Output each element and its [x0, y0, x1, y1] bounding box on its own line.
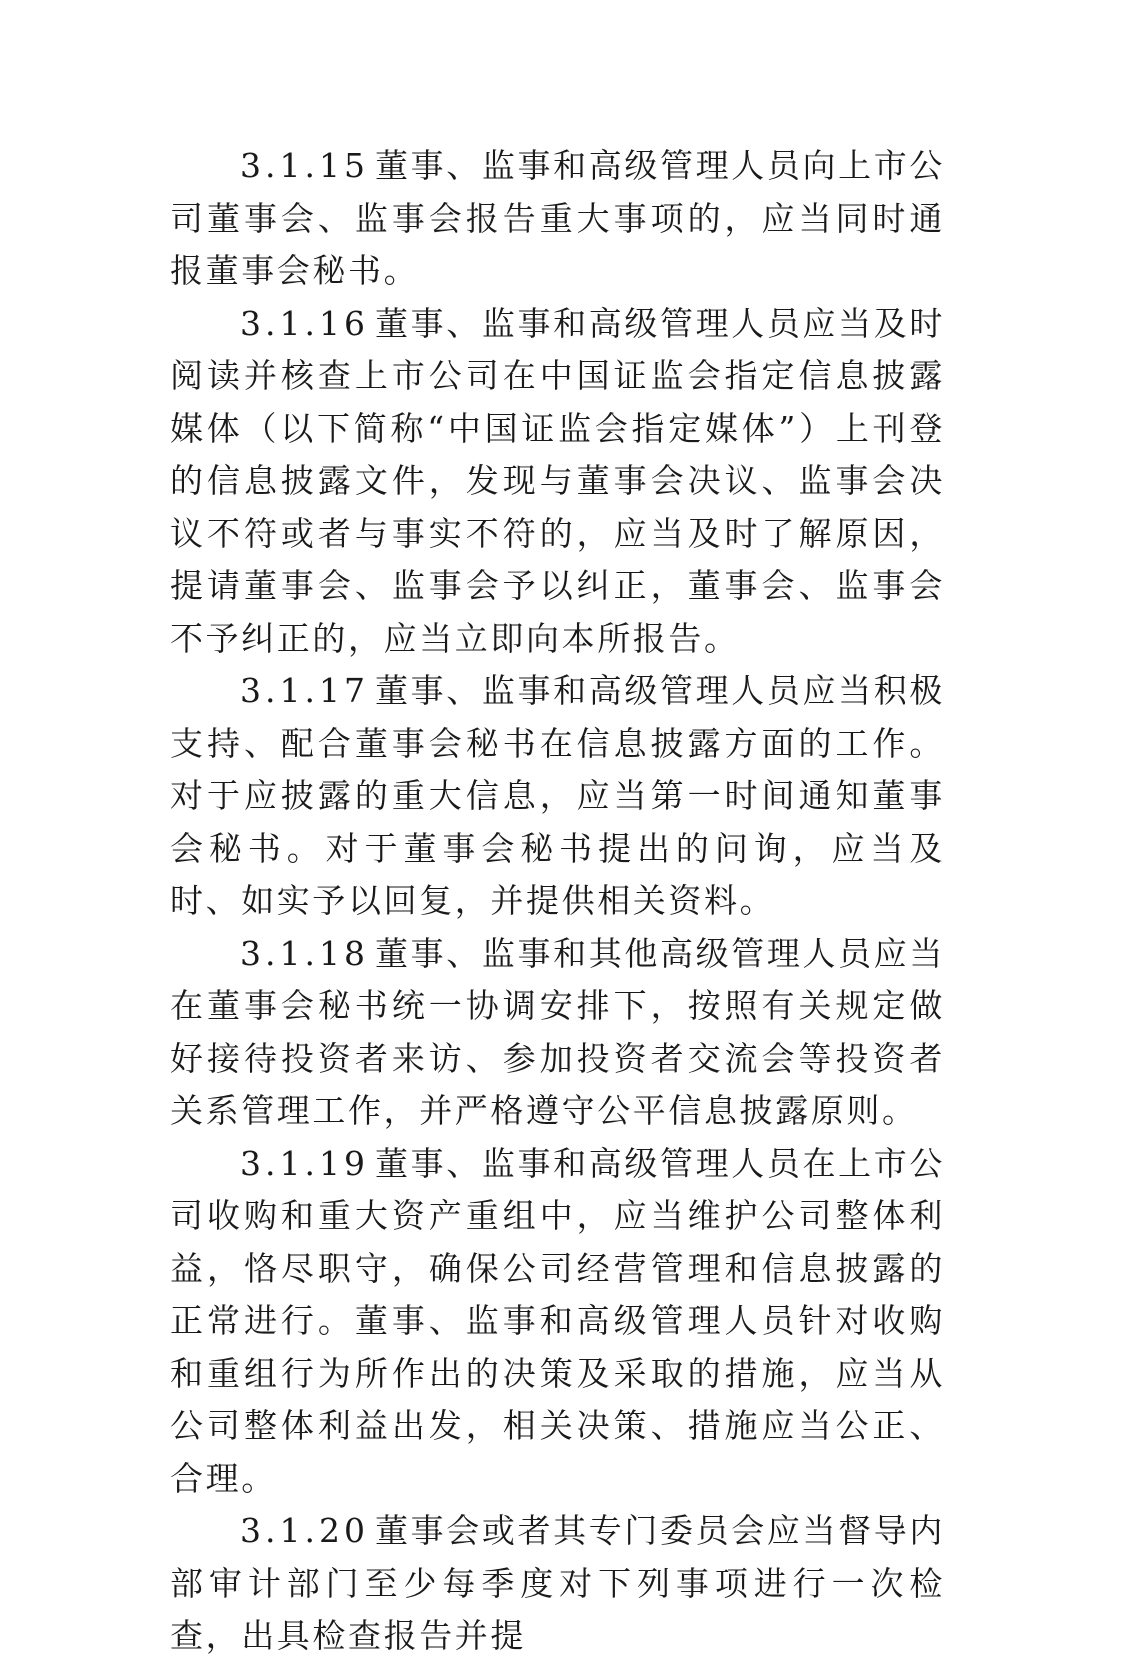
article-text: 董事、监事和其他高级管理人员应当在董事会秘书统一协调安排下，按照有关规定做好接待投资者来访、参加投资者交流会等投资者关系管理工作，并严格遵守公平信息披露原则。 [170, 933, 945, 1130]
article-3-1-16 [170, 298, 945, 666]
article-number: 3.1.16 [240, 303, 369, 343]
article-text: 董事、监事和高级管理人员向上市公司董事会、监事会报告重大事项的，应当同时通报董事会秘书。 [170, 146, 945, 290]
article-text: 董事会或者其专门委员会应当督导内部审计部门至少每季度对下列事项进行一次检查，出具检查报告并提 [170, 1511, 945, 1655]
article-text: 董事、监事和高级管理人员应当及时阅读并核查上市公司在中国证监会指定信息披露媒体（以下简称“中国证监会指定媒体”）上刊登的信息披露文件，发现与董事会决议、监事会决议不符或者与事实不符的，应当及时了解原因，提请董事会、监事会予以纠正，董事会、监事会不予纠正的，应当立即向本所报告。 [170, 303, 945, 658]
article-number: 3.1.18 [240, 933, 369, 973]
article-text: 董事、监事和高级管理人员应当积极支持、配合董事会秘书在信息披露方面的工作。对于应披露的重大信息，应当第一时间通知董事会秘书。对于董事会秘书提出的问询，应当及时、如实予以回复，并提供相关资料。 [170, 671, 945, 920]
document-body [170, 140, 945, 1663]
article-3-1-18 [170, 928, 945, 1138]
article-3-1-15 [170, 140, 945, 298]
article-number: 3.1.19 [240, 1143, 369, 1183]
article-number: 3.1.15 [240, 146, 369, 185]
article-text: 董事、监事和高级管理人员在上市公司收购和重大资产重组中，应当维护公司整体利益，恪尽职守，确保公司经营管理和信息披露的正常进行。董事、监事和高级管理人员针对收购和重组行为所作出的决策及采取的措施，应当从公司整体利益出发，相关决策、措施应当公正、合理。 [170, 1143, 945, 1498]
article-3-1-17 [170, 665, 945, 928]
article-number: 3.1.17 [240, 671, 369, 710]
article-3-1-19 [170, 1138, 945, 1506]
article-number: 3.1.20 [240, 1511, 369, 1550]
article-3-1-20 [170, 1505, 945, 1663]
